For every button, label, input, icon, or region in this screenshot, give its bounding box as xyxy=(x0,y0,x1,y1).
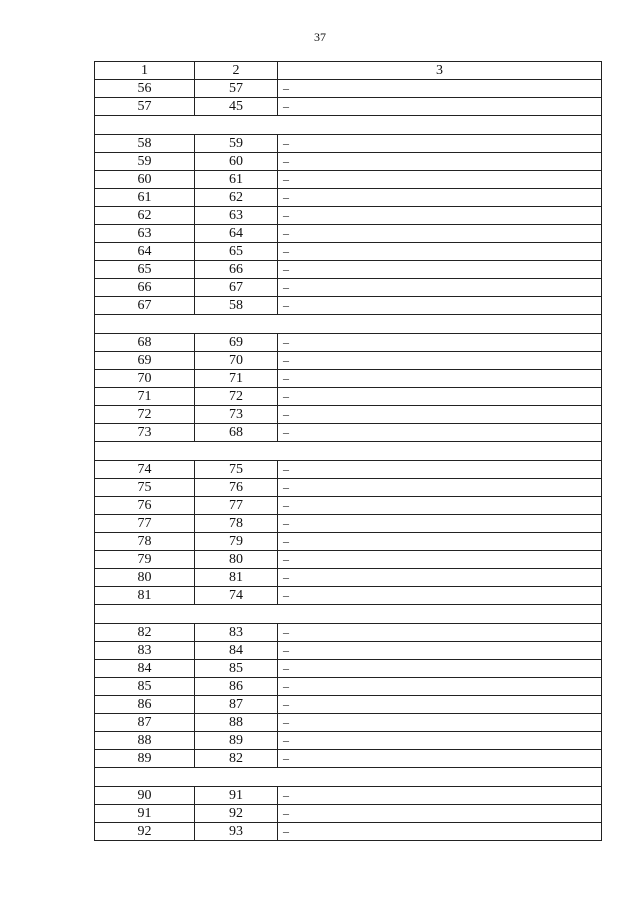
cell-col-1: 76 xyxy=(95,497,195,515)
cell-col-3: – xyxy=(278,352,602,370)
table-row xyxy=(95,153,602,171)
cell-col-2: 78 xyxy=(195,515,278,533)
cell-col-2: 82 xyxy=(195,750,278,768)
cell-col-2: 93 xyxy=(195,823,278,841)
cell-col-2: 58 xyxy=(195,297,278,315)
cell-col-1: 60 xyxy=(95,171,195,189)
table-row xyxy=(95,297,602,315)
table-row xyxy=(95,98,602,116)
cell-col-3: – xyxy=(278,225,602,243)
cell-col-1: 63 xyxy=(95,225,195,243)
cell-col-3: – xyxy=(278,787,602,805)
table-row xyxy=(95,207,602,225)
cell-col-1: 66 xyxy=(95,279,195,297)
cell-col-2: 89 xyxy=(195,732,278,750)
cell-col-2: 91 xyxy=(195,787,278,805)
separator-cell xyxy=(95,768,602,787)
table-row xyxy=(95,424,602,442)
separator-cell xyxy=(95,605,602,624)
cell-col-1: 82 xyxy=(95,624,195,642)
table-row xyxy=(95,406,602,424)
group-separator-row xyxy=(95,605,602,624)
cell-col-1: 88 xyxy=(95,732,195,750)
cell-col-1: 67 xyxy=(95,297,195,315)
table-row xyxy=(95,189,602,207)
cell-col-2: 87 xyxy=(195,696,278,714)
cell-col-3: – xyxy=(278,624,602,642)
cell-col-3: – xyxy=(278,515,602,533)
table-row xyxy=(95,678,602,696)
cell-col-1: 92 xyxy=(95,823,195,841)
table-row xyxy=(95,225,602,243)
cell-col-3: – xyxy=(278,732,602,750)
cell-col-1: 68 xyxy=(95,334,195,352)
table-row xyxy=(95,569,602,587)
table-row xyxy=(95,750,602,768)
cell-col-2: 45 xyxy=(195,98,278,116)
cell-col-2: 88 xyxy=(195,714,278,732)
separator-cell xyxy=(95,315,602,334)
table-row xyxy=(95,243,602,261)
cell-col-1: 73 xyxy=(95,424,195,442)
cell-col-2: 62 xyxy=(195,189,278,207)
cell-col-3: – xyxy=(278,207,602,225)
cell-col-1: 75 xyxy=(95,479,195,497)
table-row xyxy=(95,370,602,388)
cell-col-2: 83 xyxy=(195,624,278,642)
cell-col-1: 70 xyxy=(95,370,195,388)
cell-col-2: 81 xyxy=(195,569,278,587)
cell-col-2: 92 xyxy=(195,805,278,823)
group-separator-row xyxy=(95,442,602,461)
cell-col-2: 86 xyxy=(195,678,278,696)
cell-col-3: – xyxy=(278,334,602,352)
cell-col-2: 70 xyxy=(195,352,278,370)
header-col-3: 3 xyxy=(278,62,602,80)
cell-col-2: 74 xyxy=(195,587,278,605)
cell-col-1: 59 xyxy=(95,153,195,171)
cell-col-1: 86 xyxy=(95,696,195,714)
table-row xyxy=(95,171,602,189)
cell-col-2: 60 xyxy=(195,153,278,171)
cell-col-1: 64 xyxy=(95,243,195,261)
cell-col-2: 68 xyxy=(195,424,278,442)
cell-col-2: 66 xyxy=(195,261,278,279)
cell-col-3: – xyxy=(278,388,602,406)
table-row xyxy=(95,279,602,297)
cell-col-3: – xyxy=(278,189,602,207)
table-row xyxy=(95,714,602,732)
cell-col-3: – xyxy=(278,533,602,551)
cell-col-2: 73 xyxy=(195,406,278,424)
table-row xyxy=(95,497,602,515)
cell-col-3: – xyxy=(278,424,602,442)
table-row xyxy=(95,805,602,823)
cell-col-3: – xyxy=(278,714,602,732)
cell-col-1: 90 xyxy=(95,787,195,805)
cell-col-2: 76 xyxy=(195,479,278,497)
cell-col-1: 81 xyxy=(95,587,195,605)
cell-col-3: – xyxy=(278,551,602,569)
cell-col-3: – xyxy=(278,805,602,823)
cell-col-2: 57 xyxy=(195,80,278,98)
cell-col-2: 63 xyxy=(195,207,278,225)
group-separator-row xyxy=(95,768,602,787)
cell-col-2: 64 xyxy=(195,225,278,243)
table-body xyxy=(95,80,602,841)
cell-col-1: 84 xyxy=(95,660,195,678)
cell-col-1: 78 xyxy=(95,533,195,551)
cell-col-1: 69 xyxy=(95,352,195,370)
cell-col-3: – xyxy=(278,750,602,768)
cell-col-1: 61 xyxy=(95,189,195,207)
table-row xyxy=(95,461,602,479)
cell-col-3: – xyxy=(278,297,602,315)
cell-col-3: – xyxy=(278,261,602,279)
cell-col-1: 85 xyxy=(95,678,195,696)
table-row xyxy=(95,479,602,497)
page-number: 37 xyxy=(314,30,326,44)
separator-cell xyxy=(95,116,602,135)
cell-col-3: – xyxy=(278,678,602,696)
table-row xyxy=(95,823,602,841)
cell-col-2: 65 xyxy=(195,243,278,261)
cell-col-1: 72 xyxy=(95,406,195,424)
cell-col-3: – xyxy=(278,243,602,261)
cell-col-1: 65 xyxy=(95,261,195,279)
coordinates-table xyxy=(94,61,602,841)
cell-col-2: 71 xyxy=(195,370,278,388)
cell-col-1: 71 xyxy=(95,388,195,406)
table-row xyxy=(95,624,602,642)
table-header-row xyxy=(95,62,602,80)
cell-col-1: 80 xyxy=(95,569,195,587)
cell-col-2: 61 xyxy=(195,171,278,189)
cell-col-2: 67 xyxy=(195,279,278,297)
cell-col-2: 72 xyxy=(195,388,278,406)
table-row xyxy=(95,732,602,750)
cell-col-1: 91 xyxy=(95,805,195,823)
cell-col-3: – xyxy=(278,80,602,98)
cell-col-1: 77 xyxy=(95,515,195,533)
cell-col-3: – xyxy=(278,479,602,497)
table-row xyxy=(95,135,602,153)
cell-col-1: 57 xyxy=(95,98,195,116)
cell-col-1: 62 xyxy=(95,207,195,225)
group-separator-row xyxy=(95,315,602,334)
cell-col-2: 59 xyxy=(195,135,278,153)
cell-col-3: – xyxy=(278,370,602,388)
cell-col-3: – xyxy=(278,587,602,605)
cell-col-2: 80 xyxy=(195,551,278,569)
table-row xyxy=(95,352,602,370)
table-row xyxy=(95,642,602,660)
cell-col-1: 56 xyxy=(95,80,195,98)
cell-col-2: 79 xyxy=(195,533,278,551)
group-separator-row xyxy=(95,116,602,135)
table-row xyxy=(95,334,602,352)
cell-col-3: – xyxy=(278,696,602,714)
cell-col-3: – xyxy=(278,98,602,116)
table-row xyxy=(95,551,602,569)
table-row xyxy=(95,388,602,406)
separator-cell xyxy=(95,442,602,461)
cell-col-3: – xyxy=(278,569,602,587)
cell-col-1: 83 xyxy=(95,642,195,660)
table-row xyxy=(95,261,602,279)
cell-col-3: – xyxy=(278,642,602,660)
cell-col-3: – xyxy=(278,135,602,153)
cell-col-1: 79 xyxy=(95,551,195,569)
table-row xyxy=(95,696,602,714)
cell-col-3: – xyxy=(278,660,602,678)
header-col-2: 2 xyxy=(195,62,278,80)
table-row xyxy=(95,80,602,98)
cell-col-3: – xyxy=(278,153,602,171)
cell-col-1: 89 xyxy=(95,750,195,768)
cell-col-3: – xyxy=(278,406,602,424)
table-row xyxy=(95,587,602,605)
cell-col-3: – xyxy=(278,497,602,515)
table-row xyxy=(95,660,602,678)
cell-col-1: 58 xyxy=(95,135,195,153)
table-row xyxy=(95,515,602,533)
cell-col-1: 87 xyxy=(95,714,195,732)
cell-col-2: 75 xyxy=(195,461,278,479)
table-row xyxy=(95,787,602,805)
cell-col-3: – xyxy=(278,461,602,479)
header-col-1: 1 xyxy=(95,62,195,80)
cell-col-3: – xyxy=(278,823,602,841)
cell-col-2: 77 xyxy=(195,497,278,515)
cell-col-2: 85 xyxy=(195,660,278,678)
cell-col-1: 74 xyxy=(95,461,195,479)
cell-col-3: – xyxy=(278,171,602,189)
cell-col-3: – xyxy=(278,279,602,297)
table-row xyxy=(95,533,602,551)
cell-col-2: 84 xyxy=(195,642,278,660)
cell-col-2: 69 xyxy=(195,334,278,352)
